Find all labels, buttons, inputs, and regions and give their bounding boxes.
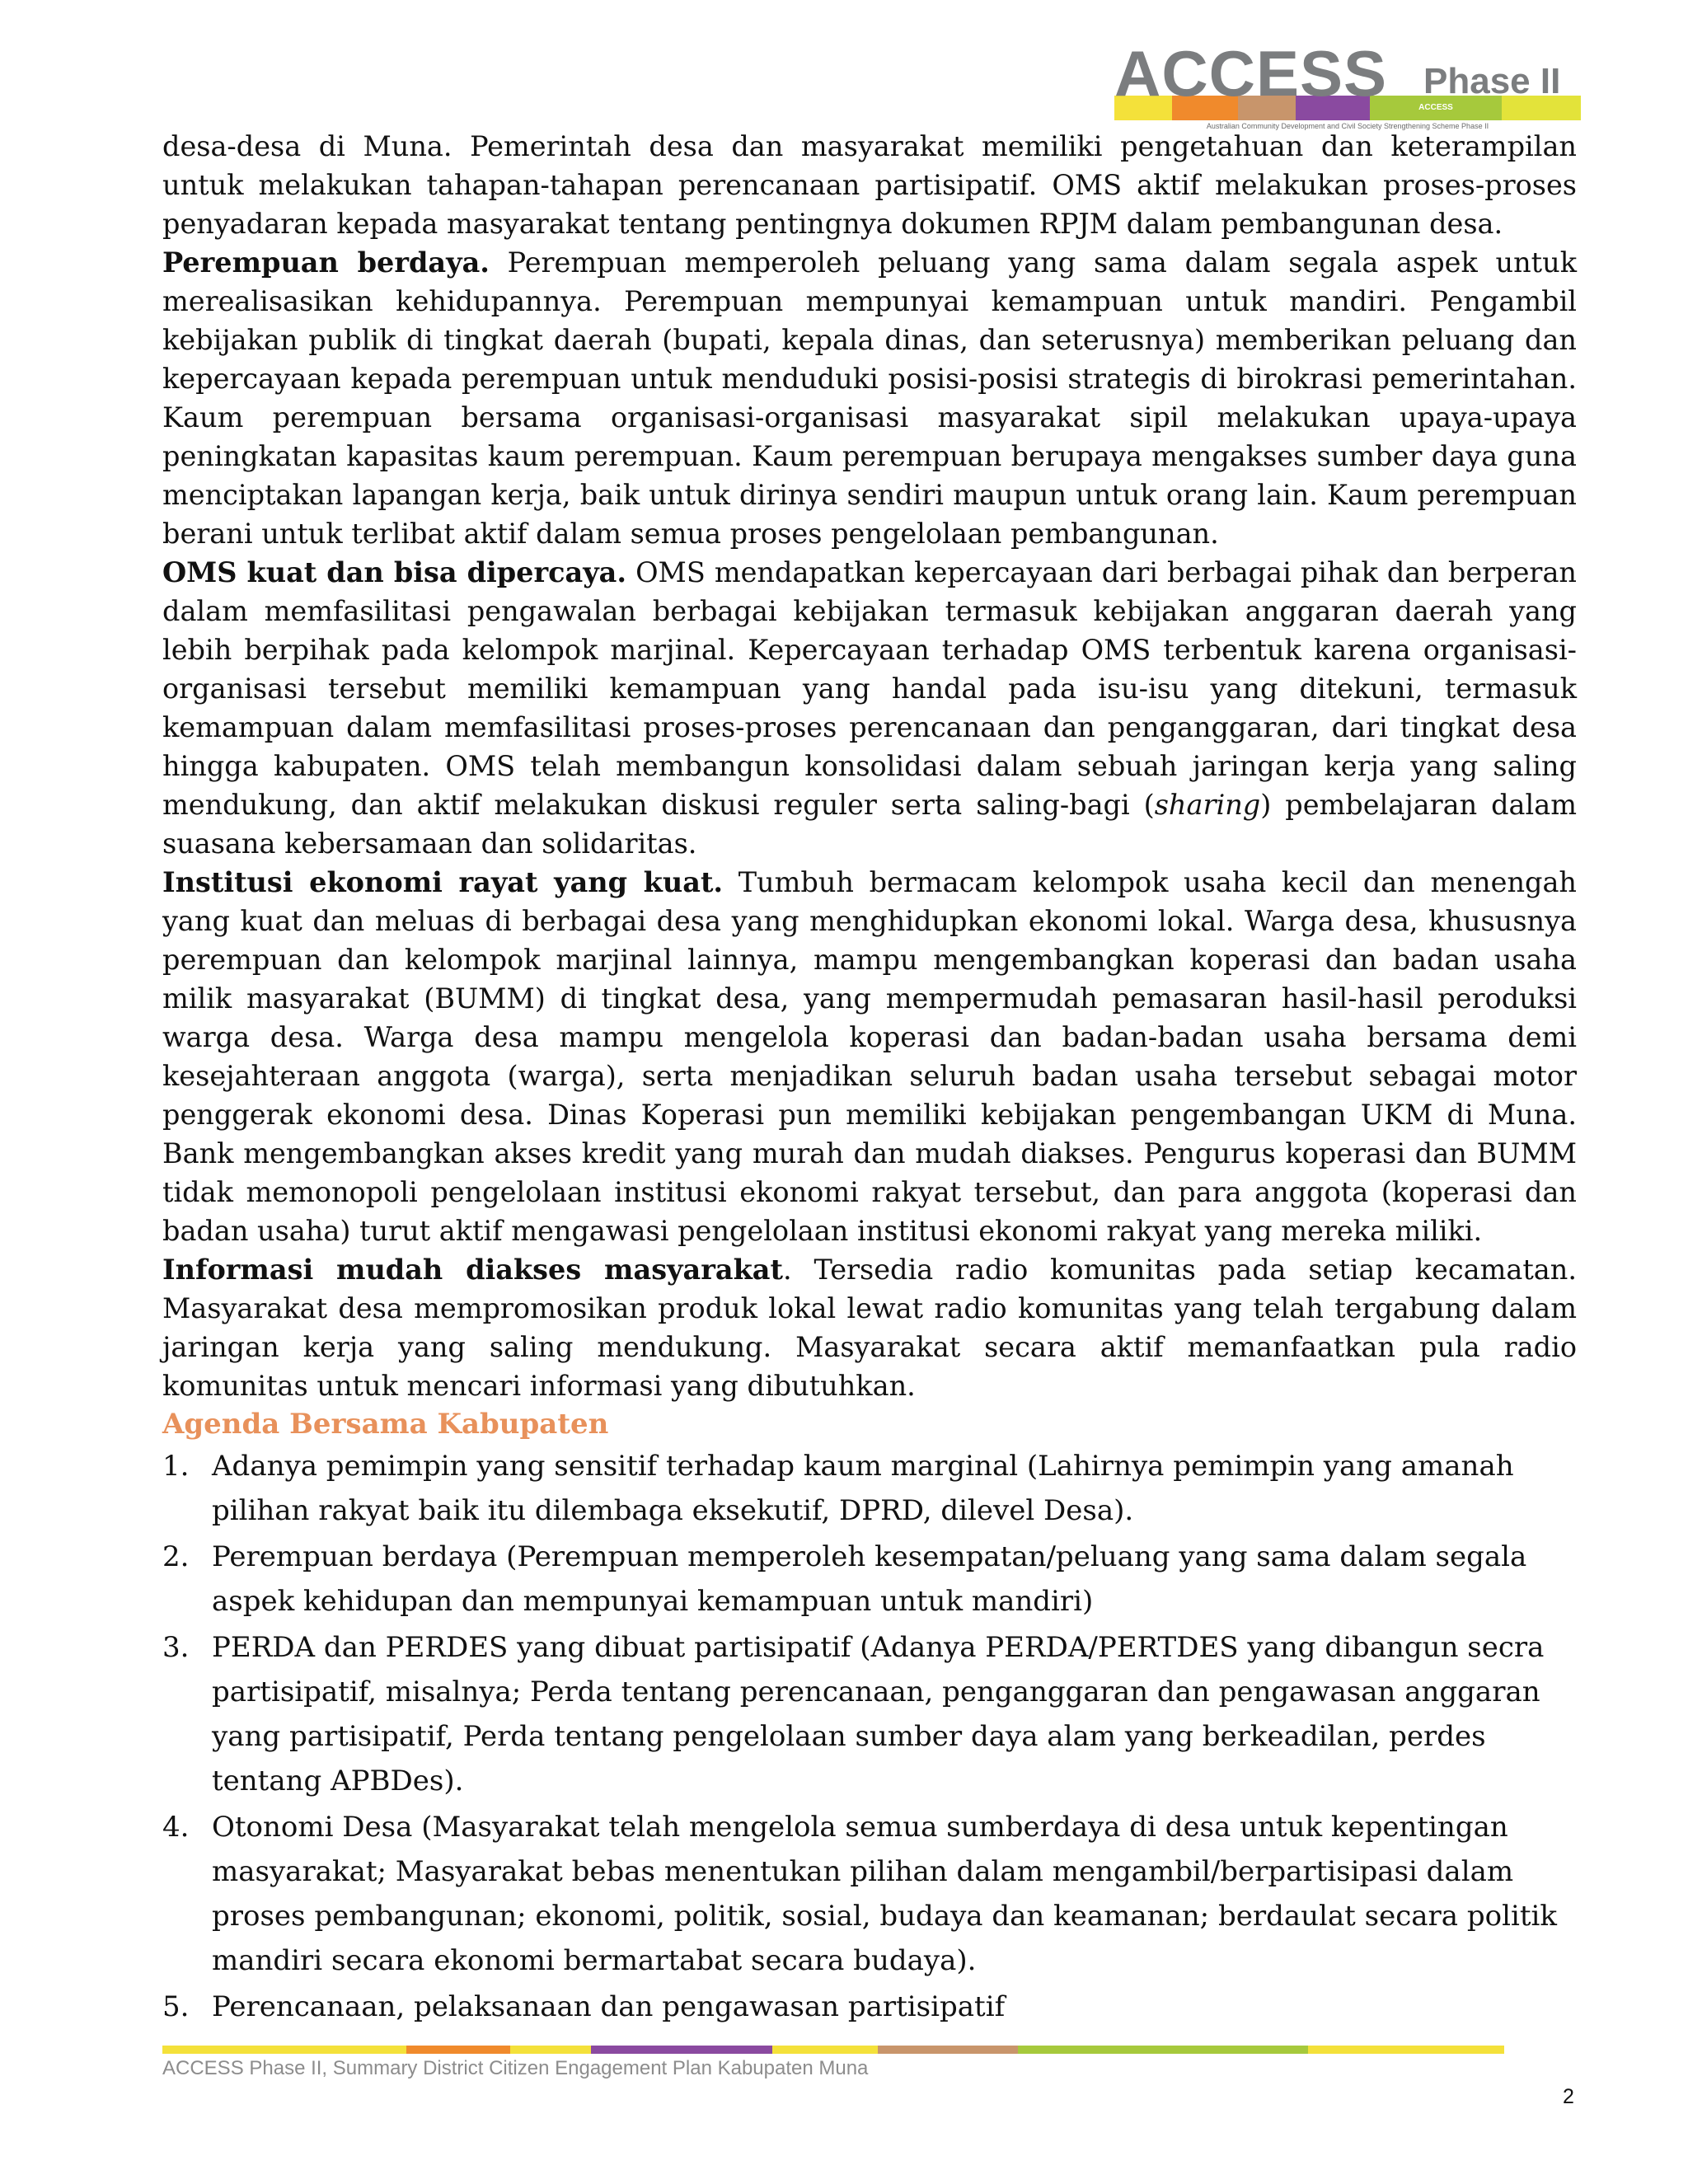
paragraph-perempuan [162, 243, 1577, 553]
agenda-list [162, 1444, 1577, 2029]
list-item-number: 1. [162, 1450, 190, 1483]
paragraph-text: . Tersedia radio komunitas pada setiap kecamatan. Masyarakat desa mempromosikan produk lokal lewat radio komunitas yang telah tergabung dalam jaringan kerja yang saling mendukung. Masyarakat secara aktif memanfaatkan pula radio komunitas untuk mencari informasi yang dibutuhkan. [162, 1254, 1577, 1402]
access-logo [1114, 37, 1581, 130]
paragraph-italic: sharing [1154, 789, 1261, 821]
paragraph-informasi [162, 1250, 1577, 1405]
paragraph-text: OMS mendapatkan kepercayaan dari berbagai pihak dan berperan dalam memfasilitasi pengawalan berbagai kebijakan termasuk kebijakan anggaran daerah yang lebih berpihak pada kelompok marjinal. Kepercayaan terhadap OMS terbentuk karena organisasi-organisasi tersebut memiliki kemampuan yang handal pada isu-isu yang ditekuni, termasuk kemampuan dalam memfasilitasi proses-proses perencanaan dan penganggaran, dari tingkat desa hingga kabupaten. OMS telah membangun konsolidasi dalam sebuah jaringan kerja yang saling mendukung, dan aktif melakukan diskusi reguler serta saling-bagi ( [162, 556, 1577, 821]
paragraph-text: Perempuan memperoleh peluang yang sama dalam segala aspek untuk merealisasikan kehidupannya. Perempuan mempunyai kemampuan untuk mandiri. Pengambil kebijakan publik di tingkat daerah (bupati, kepala dinas, dan seterusnya) memberikan peluang dan kepercayaan kepada perempuan untuk menduduki posisi-posisi strategis di birokrasi pemerintahan. Kaum perempuan bersama organisasi-organisasi masyarakat sipil melakukan upaya-upaya peningkatan kapasitas kaum perempuan. Kaum perempuan berupaya mengakses sumber daya guna menciptakan lapangan kerja, baik untuk dirinya sendiri maupun untuk orang lain. Kaum perempuan berani untuk terlibat aktif dalam semua proses pengelolaan pembangunan. [162, 246, 1577, 550]
footer-bar-segment [591, 2046, 772, 2054]
list-item-text: PERDA dan PERDES yang dibuat partisipatif (Adanya PERDA/PERTDES yang dibangun secra partisipatif, misalnya; Perda tentang perencanaan, penganggaran dan pengawasan anggaran yang partisipatif, Perda tentang pengelolaan sumber daya alam yang berkeadilan, perdes tentang APBDes). [212, 1631, 1545, 1797]
paragraph-text: desa-desa di Muna. Pemerintah desa dan masyarakat memiliki pengetahuan dan keterampilan untuk melakukan tahapan-tahapan perencanaan partisipatif. OMS aktif melakukan proses-proses penyadaran kepada masyarakat tentang pentingnya dokumen RPJM dalam pembangunan desa. [162, 130, 1577, 240]
list-item [162, 1625, 1580, 1803]
footer-bar-segment [878, 2046, 1018, 2054]
logo-phase: Phase II [1423, 61, 1561, 101]
footer-bar-segment [406, 2046, 510, 2054]
list-item-number: 3. [162, 1631, 190, 1664]
footer-bar-segment [1308, 2046, 1504, 2054]
logo-wordmark: ACCESS [1114, 37, 1388, 110]
paragraph-lead: Informasi mudah diakses masyarakat [162, 1254, 783, 1286]
list-item [162, 1805, 1580, 1983]
footer-bar-segment [510, 2046, 591, 2054]
list-item-number: 4. [162, 1811, 190, 1844]
paragraph-desa [162, 127, 1577, 243]
footer-color-bar [162, 2046, 1504, 2054]
footer-bar-segment [1018, 2046, 1308, 2054]
list-item [162, 1444, 1580, 1533]
paragraph-text: Tumbuh bermacam kelompok usaha kecil dan menengah yang kuat dan meluas di berbagai desa yang menghidupkan ekonomi lokal. Warga desa, khususnya perempuan dan kelompok marjinal lainnya, mampu mengembangkan koperasi dan badan usaha milik masyarakat (BUMM) di tingkat desa, yang mempermudah pemasaran hasil-hasil peroduksi warga desa. Warga desa mampu mengelola koperasi dan badan-badan usaha bersama demi kesejahteraan anggota (warga), serta menjadikan seluruh badan usaha tersebut sebagai motor penggerak ekonomi desa. Dinas Koperasi pun memiliki kebijakan pengembangan UKM di Muna. Bank mengembangkan akses kredit yang murah dan mudah diakses. Pengurus koperasi dan BUMM tidak memonopoli pengelolaan institusi ekonomi rakyat tersebut, dan para anggota (koperasi dan badan usaha) turut aktif mengawasi pengelolaan institusi ekonomi rakyat yang mereka miliki. [162, 866, 1578, 1247]
list-item [162, 1535, 1580, 1624]
paragraph-oms [162, 553, 1577, 863]
paragraph-institusi [162, 863, 1577, 1250]
list-item-number: 2. [162, 1540, 190, 1573]
page-number: 2 [1563, 2085, 1574, 2108]
paragraph-tail: ) pembelajaran dalam suasana kebersamaan dan solidaritas. [162, 789, 1577, 860]
agenda-heading: Agenda Bersama Kabupaten [162, 1408, 609, 1441]
paragraph-lead: OMS kuat dan bisa dipercaya. [162, 556, 627, 588]
footer-bar-segment [772, 2046, 878, 2054]
list-item-text: Perempuan berdaya (Perempuan memperoleh kesempatan/peluang yang sama dalam segala aspek kehidupan dan mempunyai kemampuan untuk mandiri) [212, 1540, 1527, 1618]
list-item-text: Adanya pemimpin yang sensitif terhadap kaum marginal (Lahirnya pemimpin yang amanah pilihan rakyat baik itu dilembaga eksekutif, DPRD, dilevel Desa). [212, 1450, 1514, 1527]
logo-tagline: Australian Community Development and Civil Society Strengthening Scheme Phase II [1206, 122, 1489, 130]
footer-text: ACCESS Phase II, Summary District Citizen Engagement Plan Kabupaten Muna [162, 2057, 869, 2079]
document-body [162, 127, 1577, 2031]
logo-badge: ACCESS [1418, 103, 1453, 112]
list-item [162, 1985, 1580, 2029]
paragraph-lead: Institusi ekonomi rayat yang kuat. [162, 866, 724, 898]
list-item-text: Otonomi Desa (Masyarakat telah mengelola semua sumberdaya di desa untuk kepentingan masyarakat; Masyarakat bebas menentukan pilihan dalam mengambil/berpartisipasi dalam proses pembangunan; ekonomi, politik, sosial, budaya dan keamanan; berdaulat secara politik mandiri secara ekonomi bermartabat secara budaya). [212, 1811, 1557, 1977]
paragraph-lead: Perempuan berdaya. [162, 246, 490, 279]
list-item-number: 5. [162, 1990, 190, 2023]
list-item-text: Perencanaan, pelaksanaan dan pengawasan partisipatif [212, 1990, 1006, 2023]
footer-bar-segment [162, 2046, 406, 2054]
